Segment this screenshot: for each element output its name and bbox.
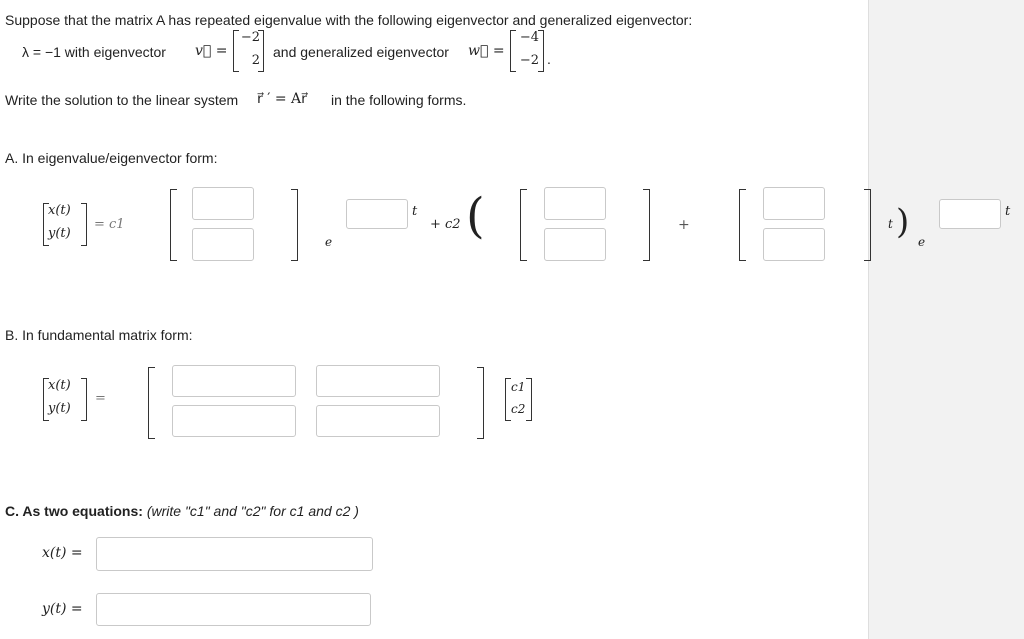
a-equals-c1: = c1: [94, 217, 125, 232]
part-c-note: (write "c1" and "c2" for c1 and c2 ): [146, 503, 359, 519]
a-t-3: t: [1005, 204, 1011, 219]
problem-intro: Suppose that the matrix A has repeated eigenvalue with the following eigenvector and generalized eigenvector:: [5, 12, 693, 28]
period: .: [547, 51, 551, 67]
b-matrix-r2c2-input[interactable]: [316, 405, 440, 437]
a-exponent-1-input[interactable]: [346, 199, 408, 229]
instruction-pre: Write the solution to the linear system: [5, 92, 239, 108]
b-matrix-r1c2-input[interactable]: [316, 365, 440, 397]
a-open-paren: (: [466, 188, 485, 244]
a-vec2-top-input[interactable]: [544, 187, 606, 220]
a-x-of-t: x(t): [48, 203, 71, 218]
a-plus-c2: + c2: [430, 217, 461, 232]
a-vec3-left-bracket: [739, 189, 746, 261]
c-x-equation-input[interactable]: [96, 537, 373, 571]
w-top-value: −4: [519, 30, 539, 45]
c-y-of-t-equals: y(t) =: [42, 601, 83, 617]
part-c-letter: C. As two equations:: [5, 503, 143, 519]
a-vec1-left-bracket: [170, 189, 177, 261]
a-vec3-right-bracket: [864, 189, 871, 261]
a-vec1-bottom-input[interactable]: [192, 228, 254, 261]
a-plus: +: [678, 217, 690, 233]
a-vec2-bottom-input[interactable]: [544, 228, 606, 261]
v-bottom-value: 2: [251, 53, 260, 68]
b-xy-right-bracket: [81, 378, 87, 421]
b-c2: c2: [511, 402, 526, 416]
b-matrix-r1c1-input[interactable]: [172, 365, 296, 397]
c-y-equation-input[interactable]: [96, 593, 371, 626]
c-x-of-t-equals: x(t) =: [42, 545, 83, 561]
a-e-1: e: [325, 235, 333, 249]
a-vec3-bottom-input[interactable]: [763, 228, 825, 261]
a-exponent-2-input[interactable]: [939, 199, 1001, 229]
a-t-1: t: [412, 204, 418, 219]
a-y-of-t: y(t): [48, 226, 71, 241]
part-c-label: [5, 503, 359, 519]
b-c1: c1: [511, 380, 526, 394]
b-matrix-r2c1-input[interactable]: [172, 405, 296, 437]
instruction-post: in the following forms.: [331, 92, 467, 108]
a-xy-right-bracket: [81, 203, 87, 246]
b-matrix-left-bracket: [148, 367, 155, 439]
v-symbol: v⃗ =: [195, 43, 228, 59]
right-sidebar-panel: [868, 0, 1024, 639]
b-x-of-t: x(t): [48, 378, 71, 393]
a-t-2: t: [888, 217, 893, 231]
b-y-of-t: y(t): [48, 401, 71, 416]
b-c-right-bracket: [526, 378, 532, 421]
a-e-2: e: [918, 235, 926, 249]
a-vec2-left-bracket: [520, 189, 527, 261]
w-bottom-value: −2: [519, 53, 539, 68]
w-symbol: w⃗ =: [468, 43, 505, 59]
v-top-value: −2: [240, 30, 260, 45]
lambda-statement: λ = −1 with eigenvector: [22, 44, 166, 60]
instruction-equation: r⃗ ′ = Ar⃗: [257, 91, 307, 107]
a-vec1-right-bracket: [291, 189, 298, 261]
generalized-label: and generalized eigenvector: [273, 44, 449, 60]
a-vec1-top-input[interactable]: [192, 187, 254, 220]
part-b-label: B. In fundamental matrix form:: [5, 327, 193, 343]
a-close-paren: ): [896, 202, 910, 242]
part-a-label: A. In eigenvalue/eigenvector form:: [5, 150, 218, 166]
a-vec2-right-bracket: [643, 189, 650, 261]
a-vec3-top-input[interactable]: [763, 187, 825, 220]
b-matrix-right-bracket: [477, 367, 484, 439]
b-equals: =: [95, 391, 106, 406]
